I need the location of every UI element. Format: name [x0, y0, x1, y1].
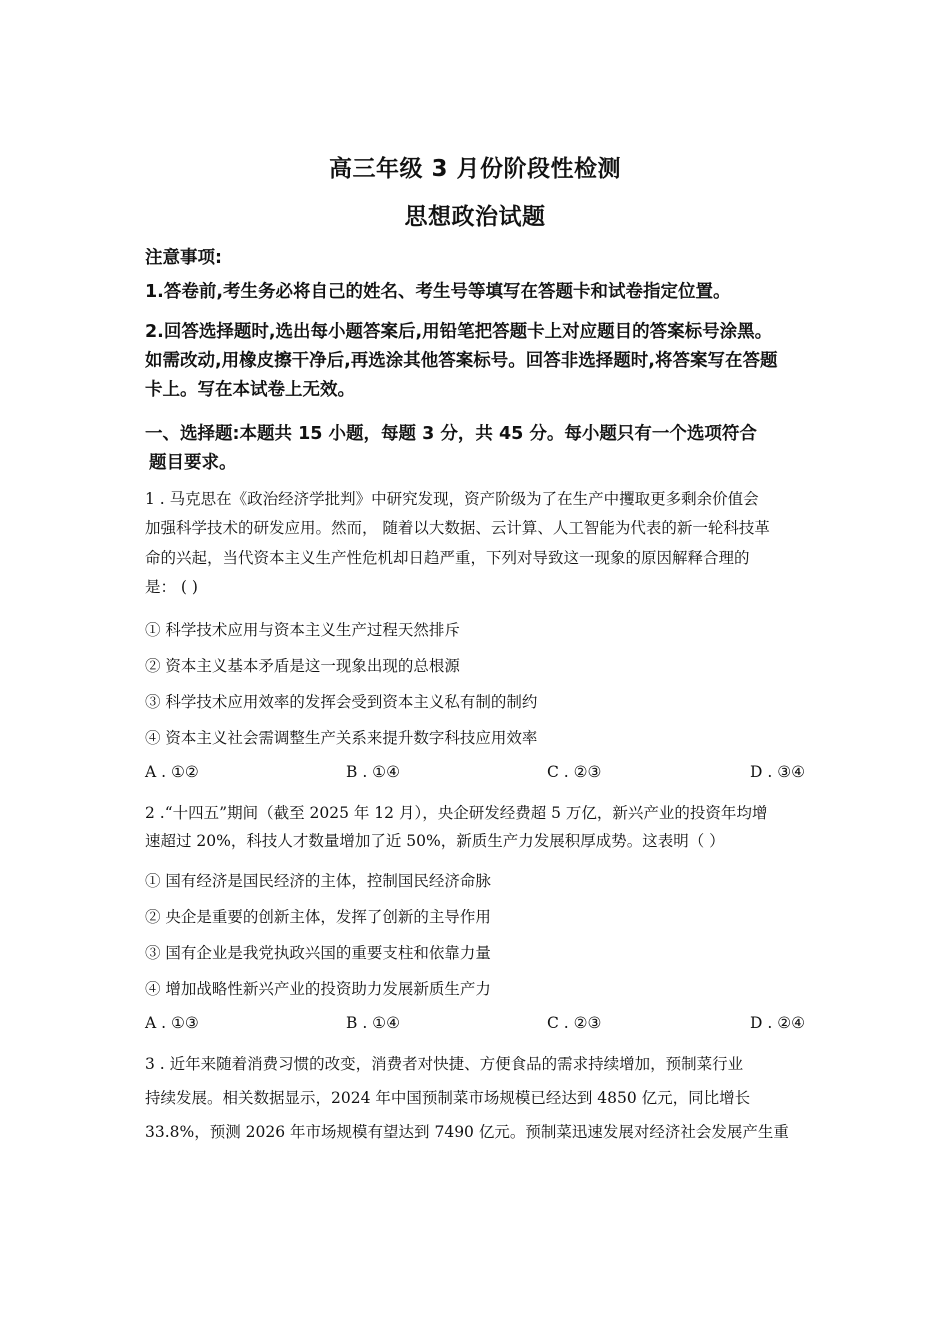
q1-option-c: C . ②③: [547, 763, 602, 781]
q1-statement-4: ④ 资本主义社会需调整生产关系来提升数字科技应用效率: [145, 729, 538, 747]
q1-stem-line-2: 加强科学技术的研发应用。然而， 随着以大数据、云计算、人工智能为代表的新一轮科技革: [145, 519, 770, 537]
q2-stem-line-2: 速超过 20%，科技人才数量增加了近 50%，新质生产力发展积厚成势。这表明（ ）: [145, 832, 725, 850]
q3-stem-line-1: 3 . 近年来随着消费习惯的改变，消费者对快捷、方便食品的需求持续增加，预制菜行业: [145, 1055, 744, 1073]
q2-statement-3: ③ 国有企业是我党执政兴国的重要支柱和依靠力量: [145, 944, 491, 962]
exam-subtitle: 思想政治试题: [404, 204, 546, 230]
q3-stem-line-3: 33.8%，预测 2026 年市场规模有望达到 7490 亿元。预制菜迅速发展对经济社会发展产生重: [145, 1123, 789, 1141]
section-heading-line-2: 题目要求。: [149, 453, 237, 473]
q2-statement-4: ④ 增加战略性新兴产业的投资助力发展新质生产力: [145, 980, 491, 998]
q2-statement-2: ② 央企是重要的创新主体，发挥了创新的主导作用: [145, 908, 491, 926]
notice-item-2-line-3: 卡上。写在本试卷上无效。: [145, 380, 355, 400]
q1-statement-1: ① 科学技术应用与资本主义生产过程天然排斥: [145, 621, 460, 639]
q1-stem-line-3: 命的兴起，当代资本主义生产性危机却日趋严重，下列对导致这一现象的原因解释合理的: [145, 549, 750, 567]
exam-title: 高三年级 3 月份阶段性检测: [328, 156, 622, 182]
q2-option-d: D . ②④: [750, 1014, 805, 1032]
q1-option-a: A . ①②: [145, 763, 199, 781]
q1-option-d: D . ③④: [750, 763, 805, 781]
q3-stem-line-2: 持续发展。相关数据显示，2024 年中国预制菜市场规模已经达到 4850 亿元，同比增长: [145, 1089, 751, 1107]
q1-stem-line-4: 是： ( ): [145, 578, 198, 596]
notice-item-2-line-1: 2.回答选择题时,选出每小题答案后,用铅笔把答题卡上对应题目的答案标号涂黑。: [145, 322, 773, 342]
q2-option-a: A . ①③: [145, 1014, 199, 1032]
q1-statement-2: ② 资本主义基本矛盾是这一现象出现的总根源: [145, 657, 460, 675]
q1-statement-3: ③ 科学技术应用效率的发挥会受到资本主义私有制的制约: [145, 693, 538, 711]
section-heading-line-1: 一、选择题:本题共 15 小题，每题 3 分，共 45 分。每小题只有一个选项符合: [145, 424, 757, 444]
notice-item-2-line-2: 如需改动,用橡皮擦干净后,再选涂其他答案标号。回答非选择题时,将答案写在答题: [145, 351, 778, 371]
q1-option-b: B . ①④: [346, 763, 400, 781]
q2-statement-1: ① 国有经济是国民经济的主体，控制国民经济命脉: [145, 872, 491, 890]
q2-stem-line-1: 2 .“十四五”期间（截至 2025 年 12 月），央企研发经费超 5 万亿，新兴产业的投资年均增: [145, 804, 768, 822]
notice-item-1: 1.答卷前,考生务必将自己的姓名、考生号等填写在答题卡和试卷指定位置。: [145, 282, 731, 302]
q2-option-c: C . ②③: [547, 1014, 602, 1032]
q2-option-b: B . ①④: [346, 1014, 400, 1032]
notice-heading: 注意事项:: [145, 248, 222, 268]
q1-stem-line-1: 1 . 马克思在《政治经济学批判》中研究发现，资产阶级为了在生产中攫取更多剩余价值会: [145, 490, 759, 508]
